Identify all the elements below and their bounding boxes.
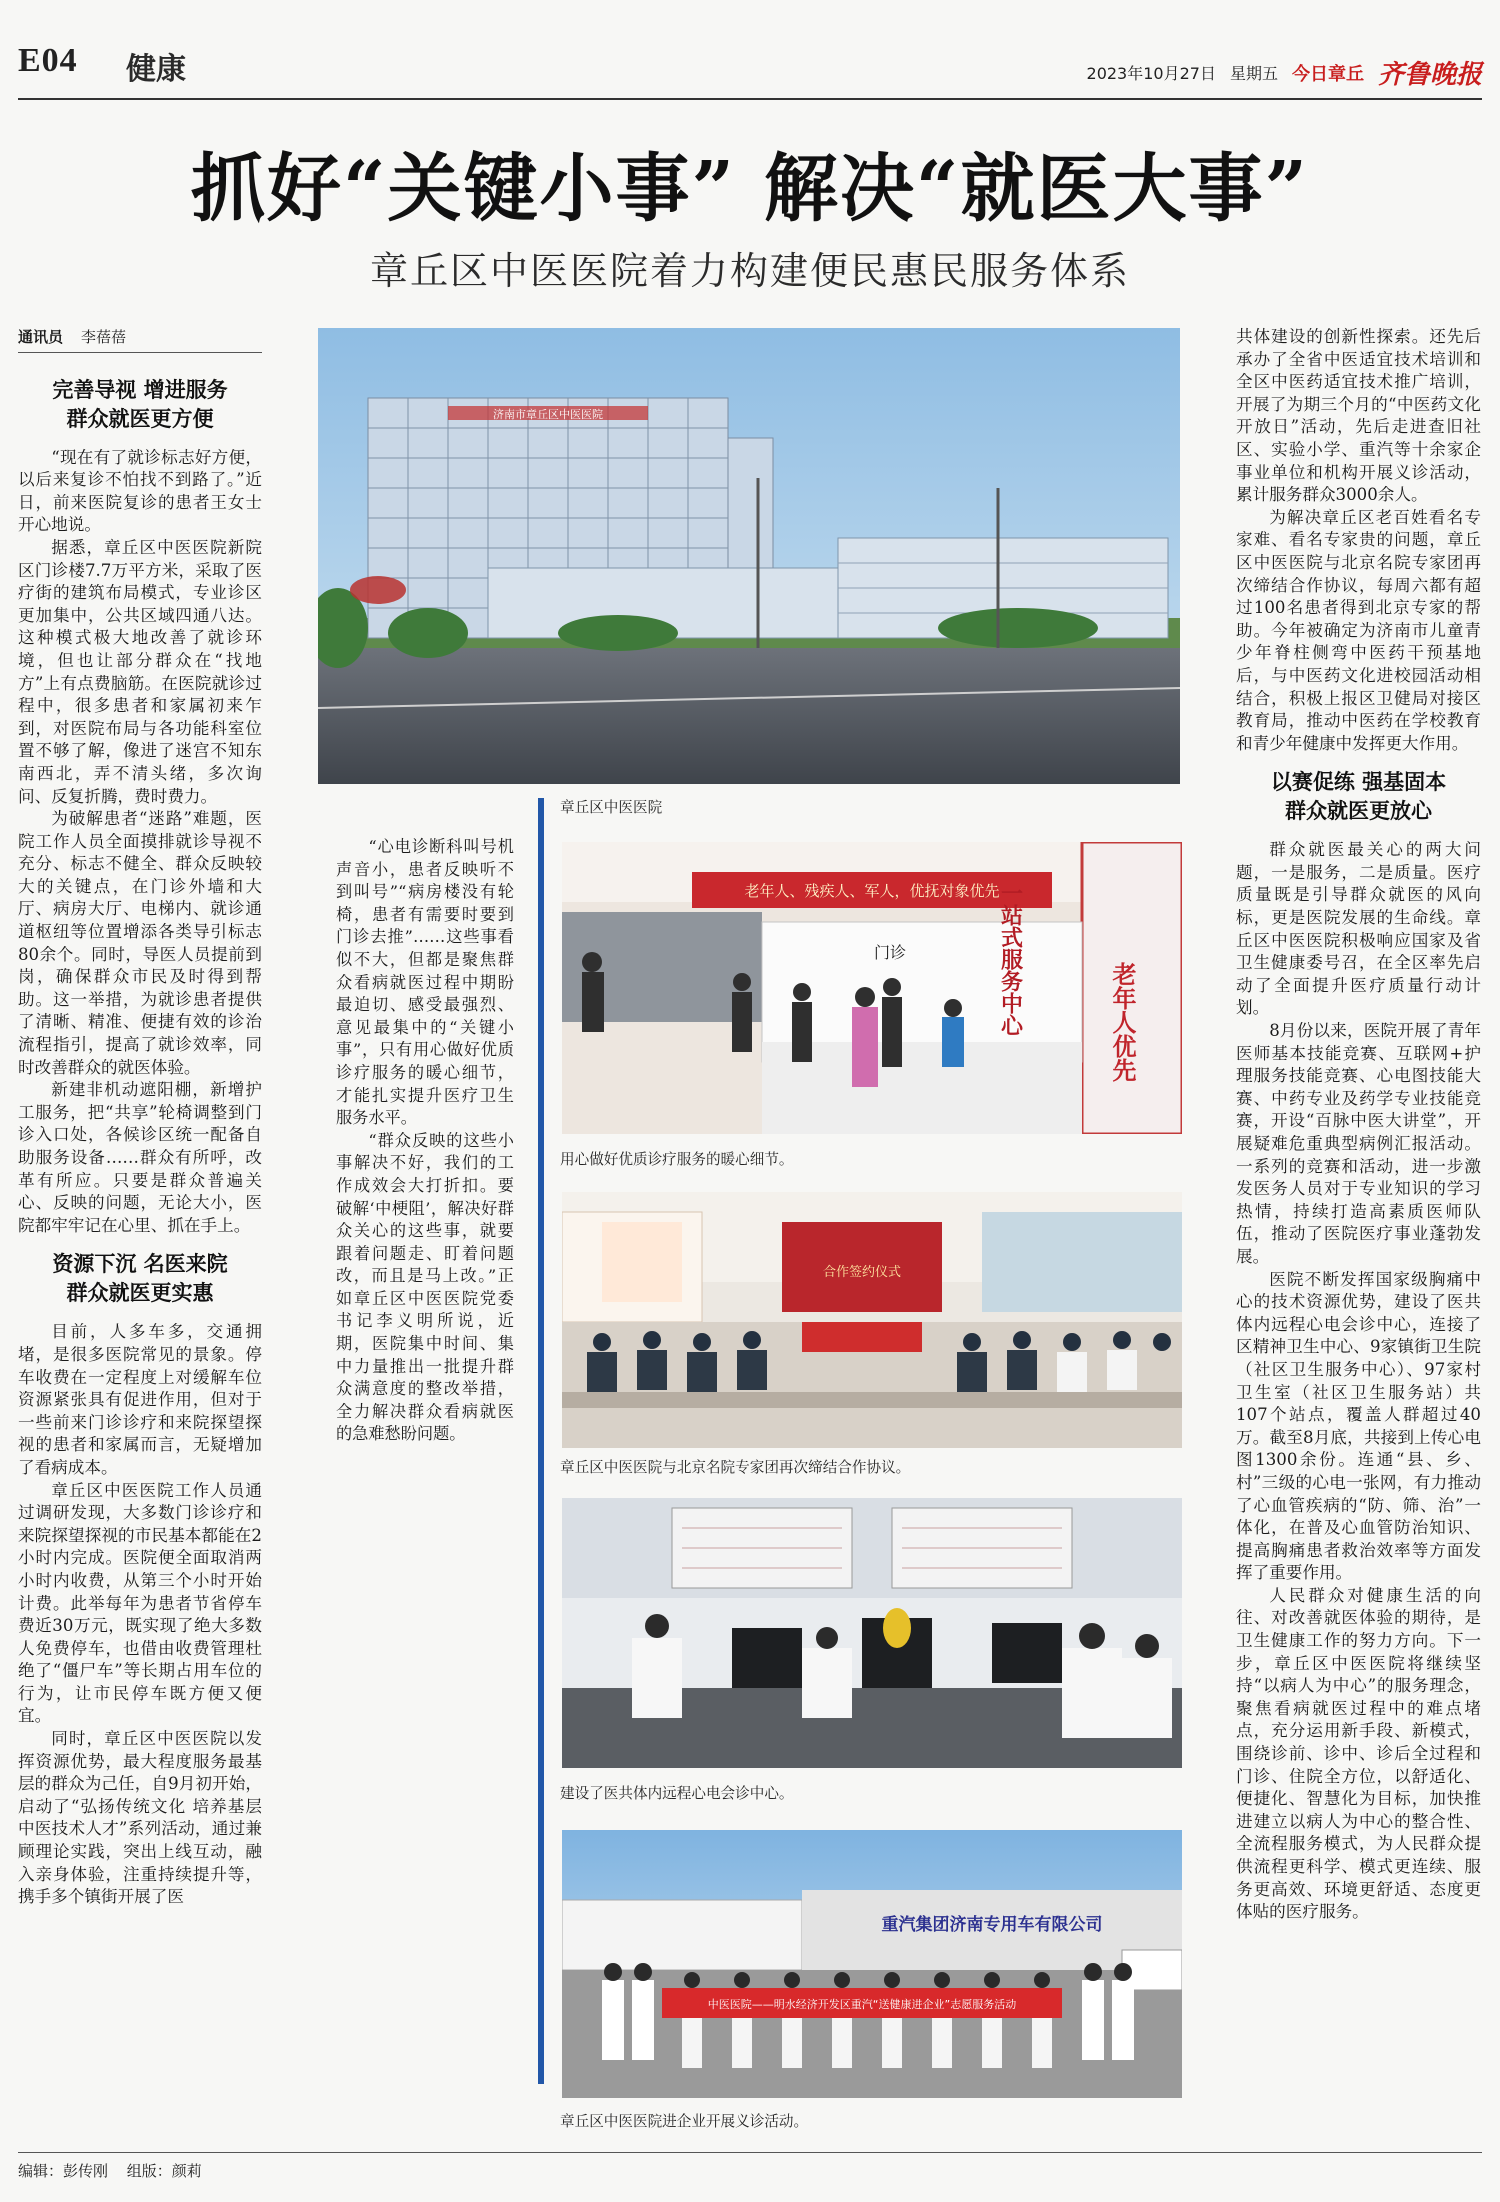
free-clinic-image: [562, 1830, 1182, 2098]
window-label: 门诊: [874, 943, 907, 962]
page-header: [18, 40, 1482, 94]
photo-caption: 建设了医共体内远程心电会诊中心。: [560, 1785, 794, 1802]
byline: [18, 326, 262, 353]
byline-name: 李蓓蓓: [81, 328, 127, 346]
photo-caption: 用心做好优质诊疗服务的暖心细节。: [560, 1151, 794, 1168]
ecg-center-photo: [562, 1498, 1182, 1768]
paragraph: “心电诊断科叫号机声音小，患者反映听不到叫号”“病房楼没有轮椅，患者有需要时要到门诊去推”……这些事看似不大，但都是聚焦群众看病就医过程中期盼最迫切、感受最强烈、意见最集中的“关键小事”，只有用心做好优质诊疗服务的暖心细节，才能扎实提升医疗卫生服务水平。: [336, 837, 514, 1128]
free-clinic-photo: [562, 1830, 1182, 2098]
signing-ceremony-photo: [562, 1192, 1182, 1448]
photo-caption: 章丘区中医医院进企业开展义诊活动。: [560, 2113, 809, 2130]
paragraph: 为破解患者“迷路”难题，医院工作人员全面摸排就诊导视不充分、标志不健全、群众反映较大的关键点，在门诊外墙和大厅、病房大厅、电梯内、就诊通道枢纽等位置增添各类导引标志80余个。同时，导医人员提前到岗，确保群众市民及时得到帮助。这一举措，为就诊患者提供了清晰、精准、便捷有效的诊治流程指引，提高了就诊效率，同时改善群众的就医体验。: [18, 809, 262, 1077]
section-title: [1236, 767, 1481, 825]
section-title-line: 资源下沉 名医来院: [52, 1251, 228, 1277]
paragraph: 共体建设的创新性探索。还先后承办了全省中医适宜技术培训和全区中医药适宜技术推广培训，开展了为期三个月的“中医药文化开放日”活动，先后走进查旧社区、实验小学、重汽等十余家企事业单位和机构开展义诊活动，累计服务群众3000余人。: [1236, 327, 1481, 505]
paragraph: 同时，章丘区中医医院以发挥资源优势，最大程度服务最基层的群众为己任，自9月初开始，启动了“弘扬传统文化 培养基层中医技术人才”系列活动，通过兼顾理论实践，突出上线互动，融入亲身体验，注重持续提升等，携手多个镇街开展了医: [18, 1729, 262, 1907]
section-title-line: 完善导视 增进服务: [52, 376, 228, 402]
paragraph: 目前，人多车多，交通拥堵，是很多医院常见的景象。停车收费在一定程度上对缓解车位资源紧张具有促进作用，但对于一些前来门诊诊疗和来院探望探视的患者和家属而言，无疑增加了看病成本。: [18, 1322, 262, 1477]
section-title-line: 群众就医更实惠: [66, 1280, 214, 1306]
section-title-line: 群众就医更放心: [1285, 798, 1432, 824]
section-title: [18, 1249, 262, 1307]
edition-name: 今日章丘: [1291, 63, 1364, 85]
paragraph: 章丘区中医医院工作人员通过调研发现，大多数门诊诊疗和来院探望探视的市民基本都能在2小时内完成。医院便全面取消两小时内收费，从第三个小时开始计费。此举每年为患者节省停车费近30万元，既实现了绝大多数人免费停车，也借由收费管理杜绝了“僵尸车”等长期占用车位的行为，让市民停车既方便又便宜。: [18, 1480, 262, 1726]
paragraph: “现在有了就诊标志好方便，以后来复诊不怕找不到路了。”近日，前来医院复诊的患者王女士开心地说。: [18, 447, 262, 535]
paragraph: 据悉，章丘区中医医院新院区门诊楼7.7万平方米，采取了医疗街的建筑布局模式，专业诊区更加集中，公共区域四通八达。这种模式极大地改善了就诊环境，但也让部分群众在“找地方”上有点费脑筋。在医院就诊过程中，很多患者和家属初来乍到，对医院布局与各功能科室位置不够了解，像进了迷宫不知东南西北，弄不清头绪，多次询问、反复折腾，费时费力。: [18, 537, 262, 806]
signing-ceremony-image: [562, 1192, 1182, 1448]
service-center-photo: [562, 842, 1182, 1134]
section-title: [18, 375, 262, 433]
header-divider: [18, 98, 1482, 100]
page-footer: [18, 2160, 202, 2181]
footer-divider: [18, 2152, 1482, 2153]
headline: 抓好“关键小事” 解决“就医大事”: [190, 146, 1310, 232]
paragraph: 医院不断发挥国家级胸痛中心的技术资源优势，建设了医共体内远程心电会诊中心，连接了区精神卫生中心、9家镇街卫生院（社区卫生服务中心）、97家村卫生室（社区卫生服务站）共107个站点，覆盖人群超过40万。截至8月底，共接到上传心电图1300余份。连通“县、乡、村”三级的心电一张网，有力推动了心血管疾病的“防、筛、治”一体化，在普及心血管防治知识、提高胸痛患者救治效率等方面发挥了重要作用。: [1236, 1269, 1481, 1583]
vertical-sign: 一站式服务中心: [997, 882, 1023, 1036]
accent-rule: [538, 798, 544, 2084]
photo-caption: 章丘区中医医院: [560, 799, 663, 816]
hospital-building-photo: [318, 328, 1180, 784]
left-column: [18, 326, 262, 1909]
hospital-building-image: [318, 328, 1180, 784]
byline-role: 通讯员: [18, 328, 64, 346]
service-center-image: [562, 842, 1182, 1134]
right-column: [1236, 326, 1481, 1924]
paragraph: “群众反映的这些小事解决不好，我们的工作成效会大打折扣。要破解‘中梗阻’，解决好群众关心的这些事，就要跟着问题走、盯着问题改，而且是马上改。”正如章丘区中医医院党委书记李义明所说，近期，医院集中时间、集中力量推出一批提升群众满意度的整改举措，全力解决群众看病就医的急难愁盼问题。: [336, 1130, 514, 1444]
activity-banner-text: 中医医院——明水经济开发区重汽“送健康进企业”志愿服务活动: [707, 1998, 1017, 2011]
ecg-center-image: [562, 1498, 1182, 1768]
ceremony-screen-text: 合作签约仪式: [822, 1265, 902, 1280]
page-code: E04: [18, 42, 78, 79]
header-meta: [1087, 54, 1482, 91]
paragraph: 为解决章丘区老百姓看名专家难、看名专家贵的问题，章丘区中医医院与北京名院专家团再次缔结合作协议，每周六都有超过100名患者得到北京专家的帮助。今年被确定为济南市儿童青少年脊柱侧弯中医药干预基地后，与中医药文化进校园活动相结合，积极上报区卫健局对接区教育局，推动中医药在学校教育和青少年健康中发挥更大作用。: [1236, 507, 1481, 753]
section-title-line: 群众就医更方便: [66, 405, 214, 431]
layout-credit: 组版：颜莉: [126, 2162, 202, 2180]
newspaper-logo: 齐鲁晚报: [1377, 60, 1482, 90]
building-sign: 重汽集团济南专用车有限公司: [881, 1915, 1103, 1935]
hospital-sign-text: 济南市章丘区中医医院: [493, 408, 603, 421]
issue-date: 2023年10月27日: [1086, 64, 1216, 83]
section-title-line: 以赛促练 强基固本: [1270, 769, 1447, 795]
paragraph: 群众就医最关心的两大问题，一是服务，二是质量。医疗质量既是引导群众就医的风向标，更是医院发展的生命线。章丘区中医医院积极响应国家及省卫生健康委号召，在全区率先启动了全面提升医疗质量行动计划。: [1236, 840, 1481, 1018]
paragraph: 8月份以来，医院开展了青年医师基本技能竞赛、互联网+护理服务技能竞赛、心电图技能大赛、中药专业及药学专业技能竞赛，开设“百脉中医大讲堂”，开展疑难危重典型病例汇报活动。一系列的竞赛和活动，进一步激发医务人员对于专业知识的学习热情，持续打造高素质医师队伍，推动了医院医疗事业蓬勃发展。: [1236, 1021, 1481, 1266]
paragraph: 人民群众对健康生活的向往、对改善就医体验的期待，是卫生健康工作的努力方向。下一步，章丘区中医医院将继续坚持“以病人为中心”的服务理念，聚焦看病就医过程中的难点堵点，充分运用新手段、新模式，围绕诊前、诊中、诊后全过程和门诊、住院全方位，以舒适化、便捷化、智慧化为目标，加快推进建立以病人为中心的整合性、全流程服务模式，为人民群众提供流程更科学、模式更连续、服务更高效、环境更舒适、态度更体贴的医疗服务。: [1236, 1585, 1481, 1922]
priority-banner-text: 老年人、残疾人、军人，优抚对象优先: [744, 882, 1000, 900]
elder-priority-sign: 老年人优先: [1108, 962, 1136, 1082]
issue-weekday: 星期五: [1229, 64, 1278, 83]
paragraph: 新建非机动遮阳棚，新增护工服务，把“共享”轮椅调整到门诊入口处，各候诊区统一配备自助服务设备……群众有所呼，改革有所应。只要是群众普遍关心、反映的问题，无论大小，医院都牢牢记在心里、抓在手上。: [18, 1080, 262, 1235]
photo-caption: 章丘区中医医院与北京名院专家团再次缔结合作协议。: [560, 1459, 911, 1476]
section-name: 健康: [126, 52, 186, 87]
subheadline: 章丘区中医医院着力构建便民惠民服务体系: [369, 249, 1130, 293]
middle-column: [336, 836, 514, 1446]
editor-credit: 编辑：彭传刚: [18, 2162, 109, 2180]
